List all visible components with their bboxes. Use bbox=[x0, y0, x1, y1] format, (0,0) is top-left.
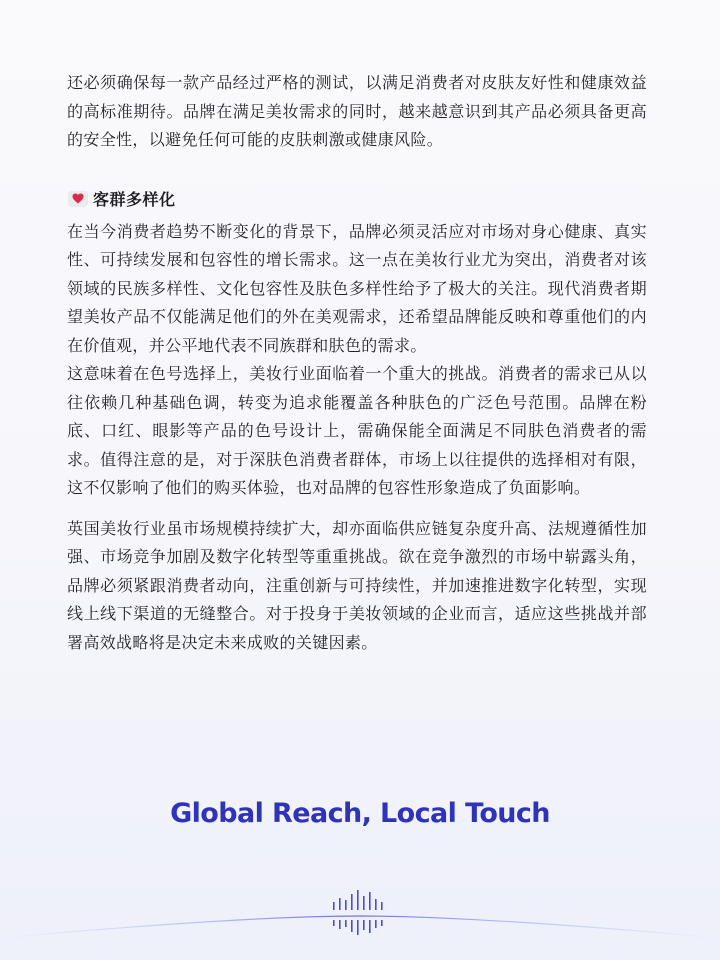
brand-tagline: Global Reach, Local Touch bbox=[170, 798, 550, 829]
heart-icon bbox=[68, 191, 88, 207]
paragraph-spacer bbox=[67, 503, 647, 515]
section-heading bbox=[67, 188, 647, 210]
article-body bbox=[67, 69, 647, 657]
section-heading-text: 客群多样化 bbox=[93, 190, 176, 209]
intro-paragraph: 还必须确保每一款产品经过严格的测试，以满足消费者对皮肤友好性和健康效益的高标准期待。品牌在满足美妆需求的同时，越来越意识到其产品必须具备更高的安全性，以避免任何可能的皮肤刺激或健康风险。 bbox=[67, 73, 647, 149]
sound-wave-icon bbox=[0, 880, 720, 960]
section-paragraph: 这意味着在色号选择上，美妆行业面临着一个重大的挑战。消费者的需求已从以往依赖几种基础色调，转变为追求能覆盖各种肤色的广泛色号范围。品牌在粉底、口红、眼影等产品的色号设计上，需确保能全面满足不同肤色消费者的需求。值得注意的是，对于深肤色消费者群体，市场上以往提供的选择相对有限，这不仅影响了他们的购买体验，也对品牌的包容性形象造成了负面影响。 bbox=[67, 364, 647, 497]
section-paragraph: 在当今消费者趋势不断变化的背景下，品牌必须灵活应对市场对身心健康、真实性、可持续发展和包容性的增长需求。这一点在美妆行业尤为突出，消费者对该领域的民族多样性、文化包容性及肤色多样性给予了极大的关注。现代消费者期望美妆产品不仅能满足他们的外在美观需求，还希望品牌能反映和尊重他们的内在价值观，并公平地代表不同族群和肤色的需求。 bbox=[67, 221, 647, 355]
section-paragraph: 英国美妆行业虽市场规模持续扩大，却亦面临供应链复杂度升高、法规遵循性加强、市场竞争加剧及数字化转型等重重挑战。欲在竞争激烈的市场中崭露头角，品牌必须紧跟消费者动向，注重创新与可持续性，并加速推进数字化转型，实现线上线下渠道的无缝整合。对于投身于美妆领域的企业而言，适应这些挑战并部署高效战略将是决定未来成败的关键因素。 bbox=[67, 518, 647, 652]
